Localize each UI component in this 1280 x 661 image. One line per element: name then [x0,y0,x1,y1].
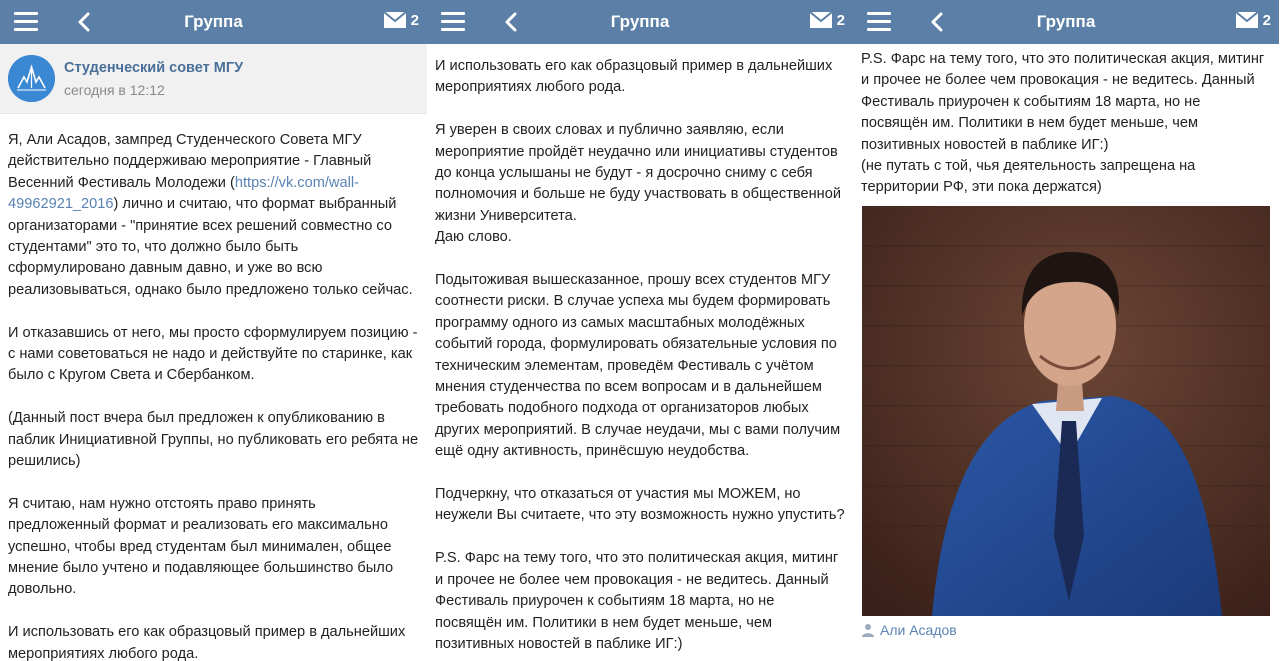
mail-icon [383,11,407,29]
messages-button[interactable] [1235,11,1271,29]
paragraph [8,130,419,301]
author-name[interactable]: Студенческий совет МГУ [64,59,244,76]
screen-2 [427,0,853,661]
paragraph: И использовать его как образцовый пример в дальнейших мероприятиях любого рода. [8,624,406,661]
text: Я, Али Асадов, зампред Студенческого Совета МГУ действительно поддерживаю мероприятие - Главный Весенний Фестиваль Молодежи ( [8,132,372,191]
group-logo-icon [8,55,55,102]
messages-button[interactable] [809,11,845,29]
paragraph: Подчеркну, что отказаться от участия мы МОЖЕМ, но неужели Вы считаете, что эту возможность нужно упустить? [435,486,845,524]
paragraph: P.S. Фарс на тему того, что это политическая акция, митинг и прочее не более чем провокация - не ведитесь. Данный Фестиваль приурочен к событиям 18 марта, но не посвящён им. Политики в нем будет меньше, чем позитивных новостей в паблике ИГ:) [435,550,839,652]
paragraph: Подытоживая вышесказанное, прошу всех студентов МГУ соотнести риски. В случае успеха мы будем формировать программу одного из самых масштабных молодёжных событий города, формулировать обязательные условия по техническим элементам, проведём Фестиваль с учётом мнения студенчества по всем вопросам и в дальнейшем требовать подобного подхода от организаторов любых других мероприятий. В случае неудачи, мы с вами получим ещё одну активность, принёсшую неудобства. [435,272,841,460]
portrait-image [862,206,1270,616]
post-header [0,44,427,114]
menu-icon[interactable] [14,12,38,32]
back-icon[interactable] [927,11,949,33]
post-text [427,44,853,655]
paragraph: Я считаю, нам нужно отстоять право принять предложенный формат и реализовать его максимально успешно, чтобы вред студентам был минимален, общее мнение было учтено и подавляющее большинство было довольно. [8,495,394,598]
post-text [0,114,427,661]
back-icon[interactable] [74,11,96,33]
paragraph: Я уверен в своих словах и публично заявляю, если мероприятие пройдёт неудачно или инициативы студентов до конца услышаны не будут - я досрочно сниму с себя полномочия и больше не буду участвовать в общественной жизни Университета. [435,122,841,224]
page-title: Группа [184,12,243,31]
messages-button[interactable] [383,11,419,29]
top-bar [427,0,853,44]
paragraph: P.S. Фарс на тему того, что это политическая акция, митинг и прочее не более чем провокация - не ведитесь. Данный Фестиваль приурочен к событиям 18 марта, но не посвящён им. Политики в нем будет меньше, чем позитивных новостей в паблике ИГ:) [861,51,1265,153]
menu-icon[interactable] [441,12,465,32]
paragraph: Даю слово. [435,229,512,246]
back-icon[interactable] [501,11,523,33]
page-title: Группа [1036,12,1096,31]
avatar[interactable] [8,55,55,102]
mail-count: 2 [410,11,419,29]
mail-count: 2 [1262,11,1271,29]
menu-icon[interactable] [867,12,891,32]
screen-3 [853,0,1279,661]
top-bar [0,0,427,44]
paragraph: И использовать его как образцовый пример в дальнейших мероприятиях любого рода. [435,58,833,96]
page-title: Группа [610,12,670,31]
mail-icon [809,11,833,29]
post-photo[interactable] [862,206,1270,616]
mail-count: 2 [836,11,845,29]
paragraph: И отказавшись от него, мы просто сформулируем позицию - с нами советоваться не надо и действуйте по старинке, как было с Кругом Света и Сбербанком. [8,324,418,384]
paragraph: (Данный пост вчера был предложен к опубликованию в паблик Инициативной Группы, но публиковать его ребята не решились) [8,410,419,470]
post-link[interactable]: https://vk.com/wall-49962921_2016 [8,174,359,213]
photo-caption[interactable] [862,622,1270,638]
post-text [853,44,1279,199]
mail-icon [1235,11,1259,29]
top-bar [853,0,1279,44]
screen-1 [0,0,427,661]
text: ) лично и считаю, что формат выбранный организаторами - "принятие всех решений совместно со студентами" это то, что должно было быть сформулировано давным давно, и уже во всю реализовываться, однако было предложено только сейчас. [8,196,413,298]
post-time: сегодня в 12:12 [64,81,165,98]
paragraph: (не путать с той, чья деятельность запрещена на территории РФ, эти пока держатся) [861,158,1196,196]
person-icon [862,623,874,637]
caption-name: Али Асадов [880,621,957,638]
